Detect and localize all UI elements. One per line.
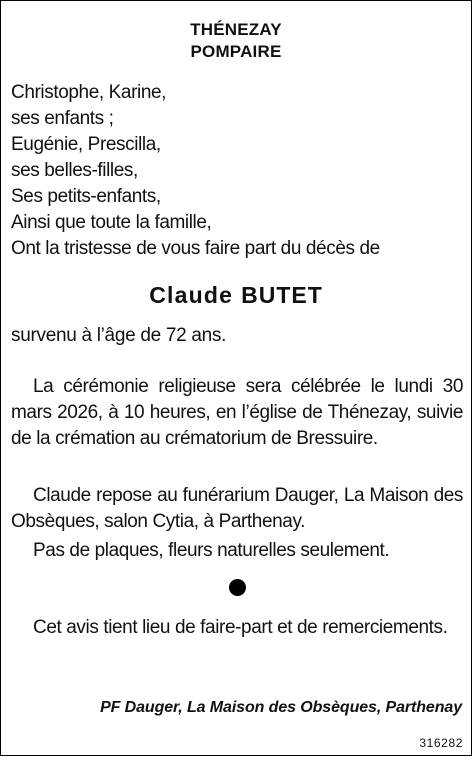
funeral-director-signature: PF Dauger, La Maison des Obsèques, Parthenay [100,699,462,716]
age-line: survenu à l’âge de 72 ans. [11,325,227,346]
funeral-home-text: Claude repose au funérarium Dauger, La Maison des Obsèques, salon Cytia, à Parthenay. [11,485,463,532]
deceased-name [1,280,471,310]
deceased-given-name: Claude [149,282,234,308]
closing-text: Cet avis tient lieu de faire-part et de remerciements. [33,617,448,638]
family-line: ses belles-filles, [11,160,138,181]
bullet-separator [229,579,246,596]
location-line-2: POMPAIRE [190,42,282,61]
location-header [1,19,471,63]
deceased-family-name: BUTET [241,282,323,308]
family-line: Ainsi que toute la famille, [11,212,212,233]
ceremony-text: La cérémonie religieuse sera célébrée le lundi 30 mars 2026, à 10 heures, en l’église de Thénezay, suivie de la crémation au crématorium de Bressuire. [11,376,463,449]
family-line: Christophe, Karine, [11,82,167,103]
reference-number: 316282 [419,736,463,750]
flowers-text: Pas de plaques, fleurs naturelles seulement. [33,540,390,561]
family-line: Ses petits-enfants, [11,186,161,207]
funeral-home-paragraph [11,483,463,535]
ceremony-paragraph [11,374,463,452]
closing-paragraph [11,615,463,641]
family-line: ses enfants ; [11,108,114,129]
flowers-paragraph [11,538,463,564]
family-line: Ont la tristesse de vous faire part du décès de [11,238,380,259]
family-announcement [11,80,463,262]
family-line: Eugénie, Prescilla, [11,134,161,155]
location-line-1: THÉNEZAY [190,20,282,39]
